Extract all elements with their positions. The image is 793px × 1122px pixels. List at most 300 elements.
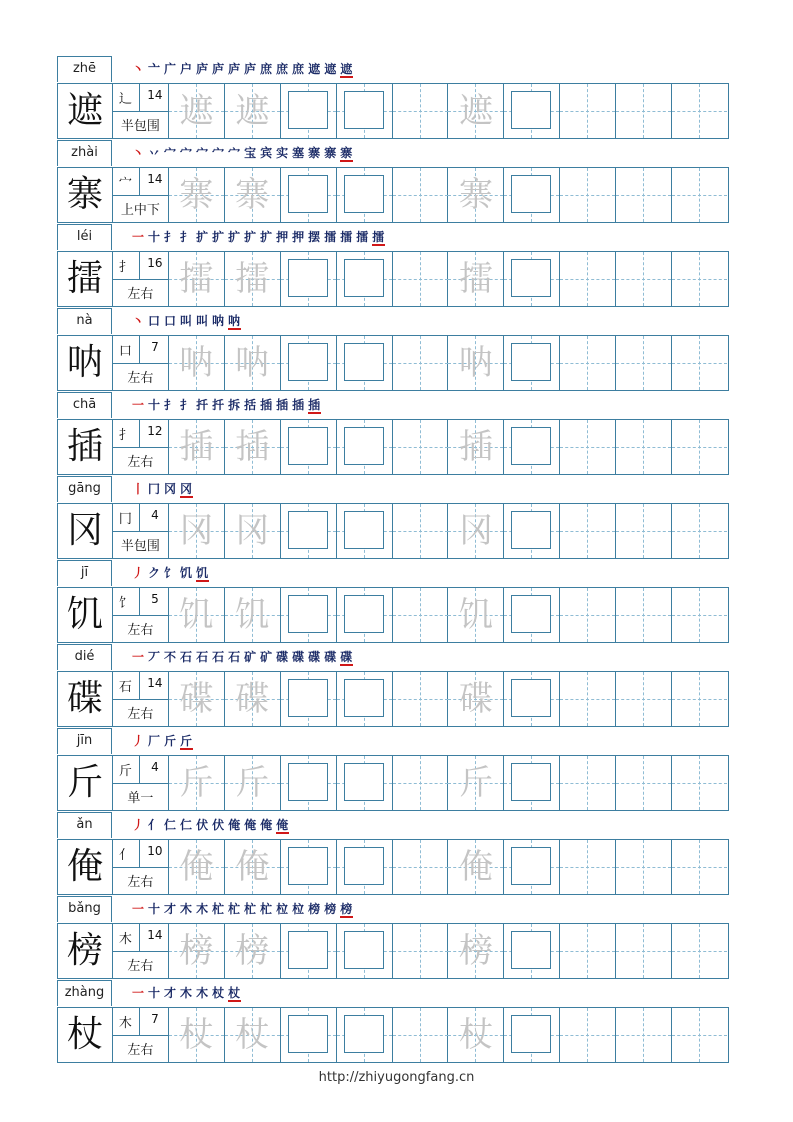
- character-info: [113, 336, 169, 390]
- practice-cell[interactable]: [672, 1008, 728, 1062]
- stroke-step: 不: [164, 650, 178, 664]
- pinyin-label: nà: [57, 308, 112, 334]
- trace-cell[interactable]: [225, 336, 281, 390]
- stroke-count: 14: [147, 928, 163, 942]
- practice-cell[interactable]: [560, 840, 616, 894]
- stroke-step: 伏: [196, 818, 210, 832]
- boxed-practice-cell[interactable]: [281, 840, 337, 894]
- character-entry: [57, 980, 729, 1064]
- character-info: [113, 84, 169, 138]
- practice-cell[interactable]: [393, 336, 449, 390]
- boxed-practice-cell[interactable]: [337, 504, 393, 558]
- entry-header: [57, 812, 729, 840]
- stroke-step: 杧: [244, 902, 258, 916]
- practice-cell[interactable]: [672, 504, 728, 558]
- character-info: [113, 672, 169, 726]
- entry-header: [57, 728, 729, 756]
- inner-square: [344, 427, 384, 465]
- practice-cell[interactable]: [560, 1008, 616, 1062]
- trace-cell[interactable]: [169, 420, 225, 474]
- inner-square: [344, 679, 384, 717]
- trace-cell[interactable]: [169, 1008, 225, 1062]
- stroke-step: 寨: [308, 146, 322, 160]
- inner-square: [288, 343, 328, 381]
- trace-cell[interactable]: [169, 336, 225, 390]
- pinyin-label: chā: [57, 392, 112, 418]
- model-character: 榜: [58, 924, 113, 978]
- practice-cell[interactable]: [616, 420, 672, 474]
- practice-cell[interactable]: [672, 756, 728, 810]
- practice-cell[interactable]: [616, 588, 672, 642]
- boxed-practice-cell[interactable]: [281, 336, 337, 390]
- trace-character: 俺: [458, 847, 493, 887]
- trace-cell[interactable]: [225, 840, 281, 894]
- trace-character: 榜: [179, 931, 214, 971]
- divider: [113, 1035, 168, 1036]
- model-character: 擂: [58, 252, 113, 306]
- practice-cell[interactable]: [393, 756, 449, 810]
- practice-cell[interactable]: [616, 756, 672, 810]
- character-entry: [57, 644, 729, 728]
- practice-cell[interactable]: [393, 84, 449, 138]
- model-character: 杖: [58, 1008, 113, 1062]
- character-info: [113, 1008, 169, 1062]
- pinyin-label: ǎn: [57, 812, 112, 838]
- boxed-practice-cell[interactable]: [504, 924, 560, 978]
- stroke-step: 榜: [340, 902, 354, 916]
- trace-cell[interactable]: [448, 252, 504, 306]
- stroke-step: 杧: [260, 902, 274, 916]
- structure-label: 左右: [127, 287, 154, 302]
- boxed-practice-cell[interactable]: [504, 504, 560, 558]
- boxed-practice-cell[interactable]: [337, 252, 393, 306]
- character-info: [113, 168, 169, 222]
- trace-cell[interactable]: [169, 924, 225, 978]
- stroke-step: 厂: [148, 734, 162, 748]
- inner-square: [288, 763, 328, 801]
- boxed-practice-cell[interactable]: [337, 336, 393, 390]
- guide-line: [616, 279, 671, 280]
- practice-cell[interactable]: [672, 168, 728, 222]
- guide-line: [393, 447, 448, 448]
- stroke-order-sequence: [132, 984, 244, 1002]
- practice-cell[interactable]: [616, 672, 672, 726]
- stroke-step: 斤: [164, 734, 178, 748]
- guide-line: [616, 867, 671, 868]
- guide-line: [672, 531, 727, 532]
- boxed-practice-cell[interactable]: [504, 336, 560, 390]
- guide-line: [672, 699, 727, 700]
- divider: [113, 531, 168, 532]
- practice-cell[interactable]: [560, 420, 616, 474]
- practice-cell[interactable]: [672, 336, 728, 390]
- stroke-step: 十: [148, 902, 162, 916]
- inner-square: [511, 931, 551, 969]
- structure-label: 半包围: [120, 539, 160, 554]
- radical: 木: [118, 1016, 132, 1031]
- divider: [139, 336, 140, 363]
- practice-cell[interactable]: [393, 588, 449, 642]
- entry-header: [57, 980, 729, 1008]
- practice-cell[interactable]: [393, 1008, 449, 1062]
- stroke-step: 仁: [164, 818, 178, 832]
- practice-cell[interactable]: [560, 252, 616, 306]
- boxed-practice-cell[interactable]: [281, 84, 337, 138]
- stroke-step: 庐: [244, 62, 258, 76]
- guide-line: [616, 447, 671, 448]
- practice-cell[interactable]: [393, 840, 449, 894]
- stroke-step: 宀: [196, 146, 210, 160]
- stroke-step: 俺: [228, 818, 242, 832]
- stroke-step: 扌: [164, 398, 178, 412]
- boxed-practice-cell[interactable]: [504, 840, 560, 894]
- structure-label: 单一: [127, 791, 154, 806]
- model-character: 呐: [58, 336, 113, 390]
- guide-line: [672, 279, 727, 280]
- practice-cell[interactable]: [616, 504, 672, 558]
- trace-character: 擂: [458, 259, 493, 299]
- stroke-step: 杖: [228, 986, 242, 1000]
- stroke-step: 石: [228, 650, 242, 664]
- stroke-step: 碟: [276, 650, 290, 664]
- guide-line: [616, 951, 671, 952]
- practice-cell[interactable]: [560, 168, 616, 222]
- trace-cell[interactable]: [225, 168, 281, 222]
- inner-square: [511, 259, 551, 297]
- boxed-practice-cell[interactable]: [281, 672, 337, 726]
- boxed-practice-cell[interactable]: [281, 588, 337, 642]
- practice-cell[interactable]: [672, 840, 728, 894]
- trace-character: 寨: [179, 175, 214, 215]
- divider: [139, 924, 140, 951]
- trace-cell[interactable]: [448, 168, 504, 222]
- stroke-step: 冂: [148, 482, 162, 496]
- trace-character: 插: [235, 427, 270, 467]
- stroke-step: 仁: [180, 818, 194, 832]
- guide-line: [560, 1035, 615, 1036]
- guide-line: [560, 783, 615, 784]
- inner-square: [288, 175, 328, 213]
- stroke-step: 插: [292, 398, 306, 412]
- boxed-practice-cell[interactable]: [337, 84, 393, 138]
- boxed-practice-cell[interactable]: [281, 420, 337, 474]
- pinyin-label: jīn: [57, 728, 112, 754]
- stroke-step: 杧: [228, 902, 242, 916]
- trace-character: 饥: [179, 595, 214, 635]
- boxed-practice-cell[interactable]: [504, 252, 560, 306]
- stroke-step: 石: [212, 650, 226, 664]
- boxed-practice-cell[interactable]: [337, 588, 393, 642]
- trace-cell[interactable]: [448, 588, 504, 642]
- trace-cell[interactable]: [448, 756, 504, 810]
- entry-header: [57, 308, 729, 336]
- structure-label: 左右: [127, 371, 154, 386]
- boxed-practice-cell[interactable]: [337, 672, 393, 726]
- stroke-step: 实: [276, 146, 290, 160]
- trace-cell[interactable]: [448, 504, 504, 558]
- boxed-practice-cell[interactable]: [281, 504, 337, 558]
- stroke-step: 杧: [212, 902, 226, 916]
- practice-cell[interactable]: [672, 252, 728, 306]
- trace-cell[interactable]: [169, 588, 225, 642]
- trace-character: 榜: [458, 931, 493, 971]
- stroke-step: 一: [132, 986, 146, 1000]
- character-entry: [57, 140, 729, 224]
- trace-character: 饥: [458, 595, 493, 635]
- boxed-practice-cell[interactable]: [504, 672, 560, 726]
- practice-cell[interactable]: [616, 336, 672, 390]
- stroke-step: 榜: [308, 902, 322, 916]
- trace-cell[interactable]: [225, 756, 281, 810]
- boxed-practice-cell[interactable]: [337, 756, 393, 810]
- guide-line: [672, 615, 727, 616]
- practice-cell[interactable]: [560, 924, 616, 978]
- practice-cell[interactable]: [560, 504, 616, 558]
- practice-cell[interactable]: [672, 588, 728, 642]
- inner-square: [511, 679, 551, 717]
- stroke-step: 丿: [132, 734, 146, 748]
- trace-character: 冈: [458, 511, 493, 551]
- stroke-step: 塞: [292, 146, 306, 160]
- trace-cell[interactable]: [169, 840, 225, 894]
- trace-cell[interactable]: [225, 672, 281, 726]
- stroke-step: 木: [180, 902, 194, 916]
- stroke-step: 口: [164, 314, 178, 328]
- guide-line: [560, 111, 615, 112]
- practice-cell[interactable]: [672, 924, 728, 978]
- practice-cell[interactable]: [393, 252, 449, 306]
- boxed-practice-cell[interactable]: [337, 924, 393, 978]
- stroke-step: 冈: [180, 482, 194, 496]
- trace-cell[interactable]: [225, 588, 281, 642]
- divider: [139, 84, 140, 111]
- stroke-step: 呐: [228, 314, 242, 328]
- radical: 辶: [118, 92, 132, 107]
- practice-cell[interactable]: [616, 84, 672, 138]
- guide-line: [393, 615, 448, 616]
- guide-line: [560, 951, 615, 952]
- trace-cell[interactable]: [448, 420, 504, 474]
- boxed-practice-cell[interactable]: [337, 420, 393, 474]
- boxed-practice-cell[interactable]: [281, 1008, 337, 1062]
- guide-line: [393, 111, 448, 112]
- stroke-step: 宝: [244, 146, 258, 160]
- trace-cell[interactable]: [448, 840, 504, 894]
- stroke-step: 扩: [212, 230, 226, 244]
- stroke-step: 一: [132, 902, 146, 916]
- guide-line: [672, 1035, 727, 1036]
- pinyin-label: zhài: [57, 140, 112, 166]
- practice-cell[interactable]: [672, 420, 728, 474]
- character-info: [113, 420, 169, 474]
- trace-cell[interactable]: [169, 756, 225, 810]
- practice-cell[interactable]: [393, 924, 449, 978]
- divider: [139, 756, 140, 783]
- inner-square: [344, 595, 384, 633]
- stroke-step: 榜: [324, 902, 338, 916]
- divider: [113, 615, 168, 616]
- stroke-step: 碟: [292, 650, 306, 664]
- practice-cell[interactable]: [393, 168, 449, 222]
- stroke-step: 庶: [292, 62, 306, 76]
- stroke-order-sequence: [132, 900, 356, 918]
- trace-cell[interactable]: [225, 252, 281, 306]
- guide-line: [393, 867, 448, 868]
- stroke-step: 括: [244, 398, 258, 412]
- character-entry: [57, 896, 729, 980]
- guide-line: [560, 279, 615, 280]
- trace-cell[interactable]: [225, 504, 281, 558]
- practice-cell[interactable]: [560, 588, 616, 642]
- boxed-practice-cell[interactable]: [504, 168, 560, 222]
- boxed-practice-cell[interactable]: [281, 168, 337, 222]
- divider: [139, 840, 140, 867]
- trace-character: 遮: [235, 91, 270, 131]
- practice-cell[interactable]: [393, 672, 449, 726]
- guide-line: [560, 699, 615, 700]
- guide-line: [616, 699, 671, 700]
- inner-square: [344, 511, 384, 549]
- boxed-practice-cell[interactable]: [504, 84, 560, 138]
- character-entry: [57, 392, 729, 476]
- practice-cell[interactable]: [560, 84, 616, 138]
- entry-header: [57, 392, 729, 420]
- guide-line: [672, 867, 727, 868]
- stroke-step: 丶: [132, 146, 146, 160]
- boxed-practice-cell[interactable]: [504, 756, 560, 810]
- inner-square: [344, 343, 384, 381]
- guide-line: [393, 1035, 448, 1036]
- inner-square: [344, 847, 384, 885]
- trace-character: 杖: [235, 1015, 270, 1055]
- writing-row: [57, 587, 729, 643]
- trace-cell[interactable]: [169, 504, 225, 558]
- practice-cell[interactable]: [560, 756, 616, 810]
- trace-character: 俺: [179, 847, 214, 887]
- character-info: [113, 840, 169, 894]
- boxed-practice-cell[interactable]: [337, 1008, 393, 1062]
- boxed-practice-cell[interactable]: [337, 840, 393, 894]
- guide-line: [560, 195, 615, 196]
- entry-header: [57, 560, 729, 588]
- boxed-practice-cell[interactable]: [504, 588, 560, 642]
- stroke-step: 斤: [180, 734, 194, 748]
- practice-cell[interactable]: [616, 840, 672, 894]
- practice-cell[interactable]: [560, 672, 616, 726]
- trace-character: 呐: [235, 343, 270, 383]
- stroke-step: 宀: [228, 146, 242, 160]
- stroke-count: 7: [151, 340, 159, 354]
- trace-cell[interactable]: [169, 672, 225, 726]
- radical: 斤: [118, 764, 132, 779]
- practice-cell[interactable]: [672, 672, 728, 726]
- character-info: [113, 252, 169, 306]
- radical: 木: [118, 932, 132, 947]
- stroke-order-sequence: [132, 816, 292, 834]
- stroke-count: 14: [147, 676, 163, 690]
- stroke-order-sequence: [132, 228, 388, 246]
- trace-cell[interactable]: [225, 420, 281, 474]
- divider: [113, 951, 168, 952]
- stroke-step: 口: [148, 314, 162, 328]
- inner-square: [344, 763, 384, 801]
- divider: [113, 279, 168, 280]
- inner-square: [288, 847, 328, 885]
- inner-square: [511, 763, 551, 801]
- trace-cell[interactable]: [225, 924, 281, 978]
- practice-cell[interactable]: [616, 924, 672, 978]
- trace-cell[interactable]: [448, 336, 504, 390]
- stroke-step: 押: [276, 230, 290, 244]
- character-entry: [57, 56, 729, 140]
- writing-row: [57, 923, 729, 979]
- stroke-step: 矿: [260, 650, 274, 664]
- stroke-step: 扌: [180, 398, 194, 412]
- practice-cell[interactable]: [616, 168, 672, 222]
- boxed-practice-cell[interactable]: [504, 420, 560, 474]
- practice-cell[interactable]: [560, 336, 616, 390]
- trace-cell[interactable]: [448, 924, 504, 978]
- stroke-step: 宀: [180, 146, 194, 160]
- stroke-step: 呐: [212, 314, 226, 328]
- boxed-practice-cell[interactable]: [281, 756, 337, 810]
- entry-header: [57, 140, 729, 168]
- guide-line: [616, 783, 671, 784]
- boxed-practice-cell[interactable]: [281, 924, 337, 978]
- character-info: [113, 756, 169, 810]
- boxed-practice-cell[interactable]: [337, 168, 393, 222]
- stroke-step: 木: [180, 986, 194, 1000]
- practice-cell[interactable]: [393, 420, 449, 474]
- stroke-step: 寨: [340, 146, 354, 160]
- boxed-practice-cell[interactable]: [504, 1008, 560, 1062]
- practice-cell[interactable]: [616, 1008, 672, 1062]
- inner-square: [344, 1015, 384, 1053]
- pinyin-label: zhē: [57, 56, 112, 82]
- trace-character: 冈: [179, 511, 214, 551]
- guide-line: [393, 279, 448, 280]
- trace-cell[interactable]: [448, 1008, 504, 1062]
- divider: [113, 363, 168, 364]
- trace-character: 斤: [179, 763, 214, 803]
- writing-row: [57, 671, 729, 727]
- boxed-practice-cell[interactable]: [281, 252, 337, 306]
- stroke-count: 4: [151, 760, 159, 774]
- guide-line: [616, 111, 671, 112]
- trace-cell[interactable]: [225, 84, 281, 138]
- trace-cell[interactable]: [448, 84, 504, 138]
- inner-square: [288, 679, 328, 717]
- model-character: 斤: [58, 756, 113, 810]
- practice-cell[interactable]: [672, 84, 728, 138]
- trace-cell[interactable]: [169, 252, 225, 306]
- stroke-step: 碟: [308, 650, 322, 664]
- structure-label: 上中下: [120, 203, 160, 218]
- radical: 冂: [118, 512, 132, 527]
- trace-cell[interactable]: [169, 168, 225, 222]
- entry-header: [57, 56, 729, 84]
- stroke-order-sequence: [132, 60, 356, 78]
- trace-cell[interactable]: [225, 1008, 281, 1062]
- practice-cell[interactable]: [393, 504, 449, 558]
- radical: 扌: [118, 260, 132, 275]
- trace-cell[interactable]: [448, 672, 504, 726]
- trace-character: 榜: [235, 931, 270, 971]
- trace-cell[interactable]: [169, 84, 225, 138]
- stroke-step: 木: [196, 902, 210, 916]
- practice-cell[interactable]: [616, 252, 672, 306]
- structure-label: 左右: [127, 959, 154, 974]
